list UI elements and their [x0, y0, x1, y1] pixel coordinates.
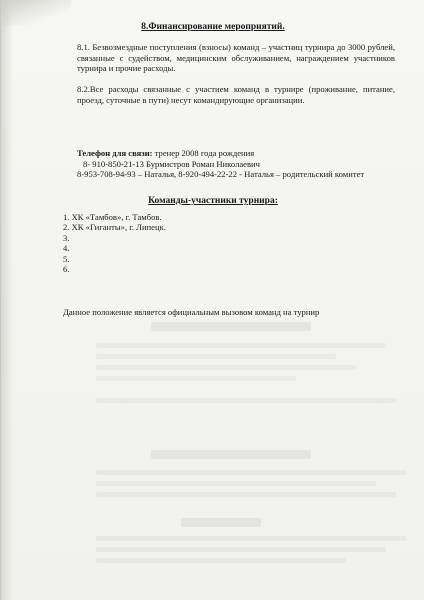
- section-title: 8.Финансирование мероприятий.: [141, 22, 285, 32]
- bleed-through-mark: [96, 558, 346, 563]
- bleed-through-mark: [96, 547, 386, 552]
- list-item: 1. ХК «Тамбов», г. Тамбов.: [63, 212, 162, 222]
- list-item: 3.: [63, 232, 70, 243]
- bleed-through-mark: [151, 322, 311, 331]
- list-item: 4.: [63, 243, 70, 254]
- bleed-through-mark: [151, 450, 311, 459]
- list-item: 6.: [63, 264, 70, 275]
- bleed-through-mark: [96, 354, 336, 359]
- bleed-through-mark: [96, 481, 376, 486]
- paragraph-8-2: 8.2.Все расходы связанные с участием команд в турнире (проживание, питание, проезд, суточные в пути) несут командирующие организации.: [77, 84, 395, 105]
- bleed-through-mark: [96, 398, 396, 403]
- contact-block: [77, 148, 395, 180]
- contact-coach-note: тренер 2008 года рождения: [152, 148, 255, 158]
- list-item: 2. ХК «Гиганты», г. Липецк.: [63, 222, 166, 233]
- bleed-through-mark: [96, 536, 406, 541]
- teams-title: Команды-участники турнира:: [148, 196, 278, 206]
- teams-list: [63, 212, 363, 274]
- contact-heading-line: [77, 148, 395, 159]
- bleed-through-mark: [96, 470, 406, 475]
- official-invitation-note: Данное положение является официальным вызовом команд на турнир: [63, 307, 320, 317]
- bleed-through-mark: [96, 492, 396, 497]
- page-edge-shadow: [1, 0, 13, 600]
- bleed-through-mark: [96, 376, 296, 381]
- bleed-through-mark: [96, 365, 356, 370]
- contact-phone-coach: 8- 910-850-21-13 Бурмистров Роман Николаевич: [83, 158, 260, 169]
- contact-phone-parents: 8-953-708-94-93 – Наталья, 8-920-494-22-22 - Наталья – родительский комитет: [77, 169, 365, 179]
- list-item: 5.: [63, 253, 70, 264]
- paragraph-8-1: 8.1. Безвозмездные поступления (взносы) команд – участниц турнира до 3000 рублей, связанные с судейством, медицинским обслуживанием, награждением участников турнира и прочие расходы.: [77, 42, 395, 73]
- bleed-through-mark: [181, 518, 261, 527]
- bleed-through-mark: [96, 343, 386, 348]
- contact-label: Телефон для связи:: [77, 148, 153, 158]
